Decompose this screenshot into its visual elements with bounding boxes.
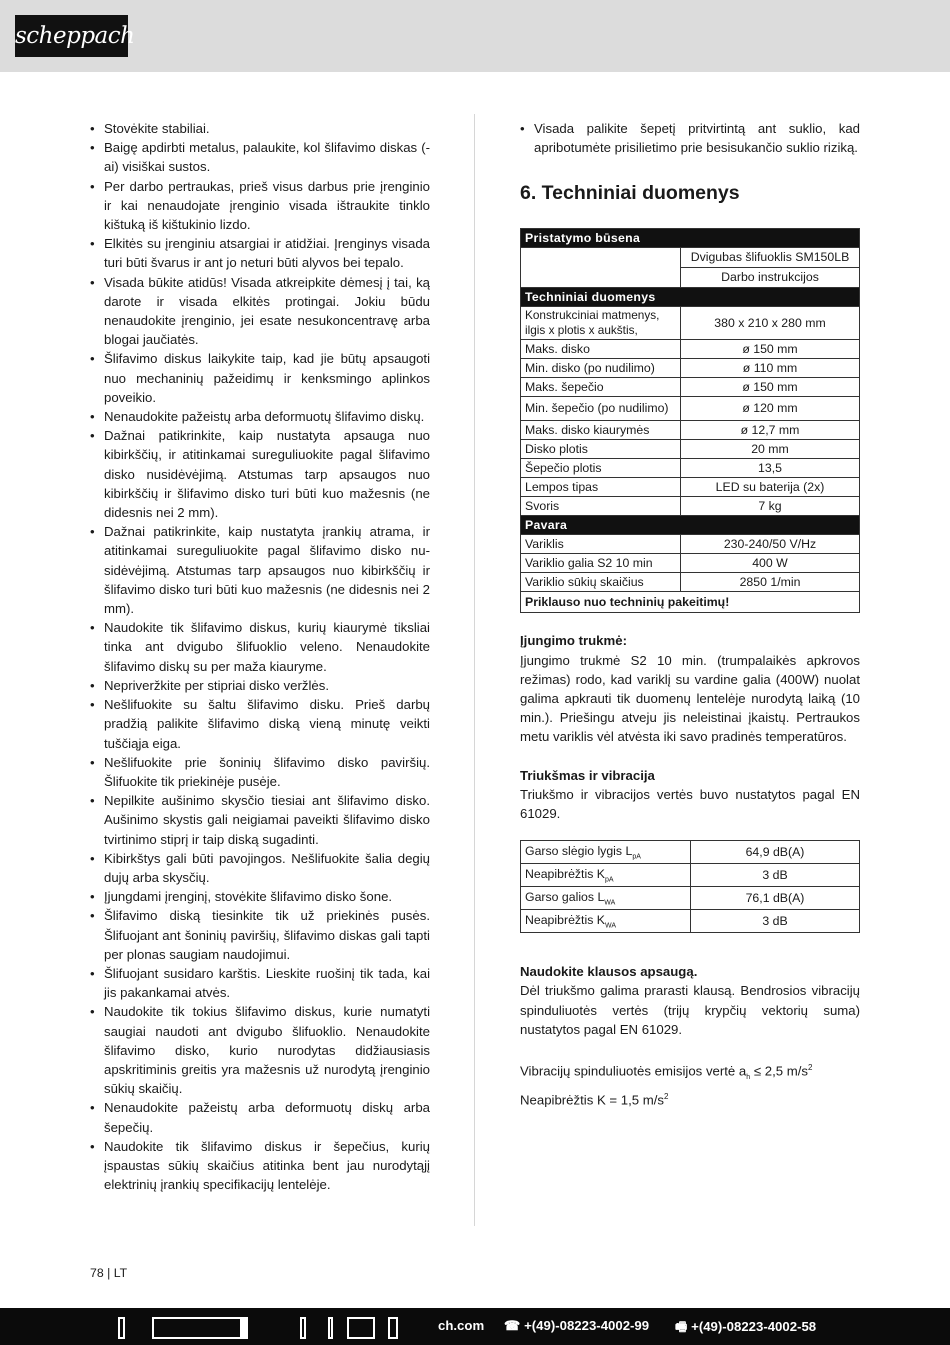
footer-website: ch.com (438, 1318, 485, 1333)
list-item: • Naudokite tik šlifavimo diskus, kurių kiaurymė tiksliai tinka ant dvigubo šlifuoklio veleno. Nenaudokite šlifavimo diskų su per maža kiauryme. (90, 618, 430, 676)
spec-label: Lempos tipas (521, 478, 681, 497)
table-footnote: Priklauso nuo techninių pakeitimų! (521, 592, 860, 613)
spec-label: Disko plotis (521, 440, 681, 459)
spec-value: ø 110 mm (681, 359, 860, 378)
duty-title: Įjungimo trukmė: (520, 633, 627, 649)
uncertainty-sup: 2 (664, 1092, 669, 1102)
noise-title: Triukšmas ir vibracija (520, 767, 655, 783)
technical-data-table (520, 228, 860, 613)
noise-label-sub: pA (632, 853, 641, 861)
duty-text: Įjungimo trukmė S2 10 min. (trumpalaikės apkrovos režimas) rodo, kad variklį su vardine galia (400W) nuolat galima apkrauti tik duomenų lentelėje nurodytą laiką (10 min.). Priešingu atveju jis neleistinai įkaistų. Pertraukos metu variklis vėl atvėsta iki savo pradinės temperatūros. (520, 652, 860, 745)
list-item: • Visada palikite šepetį pritvirtintą ant suklio, kad apribotumėte prisilietimo prie besisukančio suklio riziką. (520, 119, 860, 157)
noise-label-sub: WA (604, 899, 616, 907)
noise-label (521, 841, 691, 864)
spec-value: ø 150 mm (681, 340, 860, 359)
spec-label: Maks. šepečio (521, 378, 681, 397)
noise-label-text: Neapibrėžtis K (525, 913, 605, 927)
list-item: • Baigę apdirbti metalus, palaukite, kol šlifavimo diskas (-ai) visiškai sustos. (90, 138, 430, 176)
table-row (521, 887, 860, 910)
noise-label (521, 887, 691, 910)
vibration-sup: 2 (807, 1063, 813, 1073)
dimensions-label: Konstrukciniai matmenys, ilgis x plotis x aukštis, (521, 307, 681, 340)
page-footer-band (0, 1308, 950, 1345)
list-item: • Naudokite tik šlifavimo diskus ir šepečius, kurių įspaustas sūkių skaičius atitinka bent jau nurodytąjį elektrinių įrankių specifikacijų lentelėje. (90, 1137, 430, 1195)
list-item: • Šlifavimo diskus laikykite taip, kad jie būtų apsaugoti nuo mechaninių pažeidimų ir kenksmingo aplinkos poveikio. (90, 349, 430, 407)
table-row (521, 340, 860, 359)
table-row (521, 478, 860, 497)
spec-label: Maks. disko kiaurymės (521, 421, 681, 440)
noise-label-text: Garso galios L (525, 890, 605, 904)
spec-value: 7 kg (681, 497, 860, 516)
footer-mark (300, 1317, 306, 1339)
spec-value: 20 mm (681, 440, 860, 459)
list-item: • Šlifavimo diską tiesinkite tik už priekinės pusės. Šlifuojant ant šoninių paviršių, šlifavimo diskas gali tapti per plonas saugiam naudojimui. (90, 906, 430, 964)
left-column (90, 119, 430, 1194)
list-item: • Šlifuojant susidaro karštis. Lieskite ruošinį tik tada, kai jis pakankamai atvės. (90, 964, 430, 1002)
footer-mark (328, 1317, 333, 1339)
uncertainty-text: Neapibrėžtis K = 1,5 m/s (520, 1092, 665, 1108)
noise-value: 3 dB (691, 910, 860, 933)
table-row (521, 378, 860, 397)
table-foot-row (521, 592, 860, 613)
noise-label (521, 864, 691, 887)
page-header-band (0, 0, 950, 72)
spec-label: Min. šepečio (po nudilimo) (521, 397, 681, 421)
list-item: • Nešlifuokite su šaltu šlifavimo disku. Prieš darbų pradžią palikite šlifavimo diską vieną minutę veikti tuščiąja eiga. (90, 695, 430, 753)
spec-value: ø 150 mm (681, 378, 860, 397)
drive-heading: Pavara (521, 516, 860, 535)
table-head-row (521, 288, 860, 307)
table-head-row (521, 516, 860, 535)
uncertainty-line (520, 1087, 860, 1110)
noise-value: 3 dB (691, 864, 860, 887)
section-title: 6. Techniniai duomenys (520, 182, 740, 205)
footer-phone: ☎ +(49)-08223-4002-99 (504, 1318, 650, 1333)
dimensions-value: 380 x 210 x 280 mm (681, 307, 860, 340)
list-item: • Nenaudokite pažeistų arba deformuotų diskų arba šepečių. (90, 1098, 430, 1136)
noise-label-text: Garso slėgio lygis L (525, 844, 633, 858)
table-row (521, 573, 860, 592)
list-item: • Kibirkštys gali būti pavojingos. Nešlifuokite šalia degių dujų arba skysčių. (90, 849, 430, 887)
hearing-text: Dėl triukšmo galima prarasti klausą. Bendrosios vibracijų spinduliuotės vertės (trijų krypčių vektorių suma) nustatytos pagal EN 61029. (520, 983, 860, 1037)
table-row (521, 397, 860, 421)
noise-label-sub: WA (604, 922, 616, 930)
table-row (521, 307, 860, 340)
list-item: • Visada būkite atidūs! Visada atkreipkite dėmesį į tai, ką darote ir visada elkitės protingai. Jokiu būdu nenaudokite įrenginio, jei esate nesukoncentravę arba blogai jaučiatės. (90, 273, 430, 350)
noise-label-text: Neapibrėžtis K (525, 867, 605, 881)
list-item: • Nešlifuokite prie šoninių šlifavimo disko paviršių. Šlifuokite tik priekinėje pusėje. (90, 753, 430, 791)
delivery-heading: Pristatymo būsena (521, 229, 860, 248)
list-item: • Stovėkite stabiliai. (90, 119, 430, 138)
table-row (521, 910, 860, 933)
table-row (521, 554, 860, 573)
vibration-value-line (520, 1058, 860, 1087)
hearing-title: Naudokite klausos apsaugą. (520, 964, 698, 980)
vibration-label: Vibracijų spinduliuotės emisijos vertė a (520, 1063, 747, 1079)
table-row (521, 535, 860, 554)
vibration-value: ≤ 2,5 m/s (750, 1063, 808, 1079)
safety-bullet-list (90, 119, 430, 1194)
spec-label: Min. disko (po nudilimo) (521, 359, 681, 378)
spec-label: Maks. disko (521, 340, 681, 359)
table-row (521, 459, 860, 478)
list-item: • Nenaudokite pažeistų arba deformuotų šlifavimo diskų. (90, 407, 430, 426)
spec-value: LED su baterija (2x) (681, 478, 860, 497)
list-item: • Nepilkite aušinimo skysčio tiesiai ant šlifavimo disko. Aušinimo skystis gali neigiamai paveikti šlifavimo disko tvirtinimo stiprį ir taip diską sugadinti. (90, 791, 430, 849)
tech-data-heading: Techniniai duomenys (521, 288, 860, 307)
table-row (521, 421, 860, 440)
list-item: • Per darbo pertraukas, prieš visus darbus prie įrenginio ir kai nenaudojate įrenginio visada ištraukite tinklo kištuką iš kištukinio lizdo. (90, 177, 430, 235)
table-row (521, 359, 860, 378)
list-item: • Įjungdami įrenginį, stovėkite šlifavimo disko šone. (90, 887, 430, 906)
spec-label: Variklio galia S2 10 min (521, 554, 681, 573)
blank-cell (521, 248, 681, 288)
list-item: • Elkitės su įrenginiu atsargiai ir atidžiai. Įrenginys visada turi būti švarus ir ant jo neturi būti alyvos bei tepalo. (90, 234, 430, 272)
spec-value: 230-240/50 V/Hz (681, 535, 860, 554)
noise-value: 64,9 dB(A) (691, 841, 860, 864)
table-row (521, 841, 860, 864)
list-item: • Dažnai patikrinkite, kaip nustatyta įrankių atrama, ir atitinkamai sureguliuokite pagal šlifavimo disko nusidėvėjimą. Atstumas tarp apsaugos nuo kibirkščių ir šlifavimo disko turi būti kuo mažesnis (ne didesnis nei 2 mm). (90, 522, 430, 618)
table-row (521, 248, 860, 268)
delivery-item: Dvigubas šlifuoklis SM150LB (681, 248, 860, 268)
list-item: • Naudokite tik tokius šlifavimo diskus, kurie numatyti saugiai naudoti ant dvigubo šlifuoklio. Nenaudokite šlifavimo disko, kurio nurodytas didžiausiasis apskritiminis greitis yra mažesnis už nurodytą įrenginio sūkių skaičių. (90, 1002, 430, 1098)
list-item: • Dažnai patikrinkite, kaip nustatyta apsauga nuo kibirkščių, ir atitinkamai sureguliuokite pagal šlifavimo disko nusidėvėjimą. Atstumas tarp apsaugos nuo kibirkščių ir šlifavimo disko turi būti kuo mažesnis (ne didesnis nei 2 mm). (90, 426, 430, 522)
footer-mark (347, 1317, 375, 1339)
footer-mark (152, 1317, 248, 1339)
noise-label (521, 910, 691, 933)
spec-label: Svoris (521, 497, 681, 516)
noise-label-sub: pA (604, 876, 614, 884)
spec-value: ø 12,7 mm (681, 421, 860, 440)
spec-label: Variklis (521, 535, 681, 554)
spec-label: Šepečio plotis (521, 459, 681, 478)
brush-bullet-list (520, 119, 860, 157)
scheppach-logo: scheppach (15, 15, 128, 57)
list-item: • Nepriveržkite per stipriai disko veržlės. (90, 676, 430, 695)
vibration-sub: h (746, 1074, 751, 1082)
spec-label: Variklio sūkių skaičius (521, 573, 681, 592)
page-number: 78 | LT (90, 1266, 128, 1280)
footer-fax: 🖷 +(49)-08223-4002-58 (675, 1319, 817, 1334)
footer-mark (118, 1317, 125, 1339)
spec-value: 400 W (681, 554, 860, 573)
noise-text: Triukšmo ir vibracijos vertės buvo nustatytos pagal EN 61029. (520, 786, 860, 822)
table-row (521, 864, 860, 887)
right-column (520, 119, 860, 1110)
delivery-item: Darbo instrukcijos (681, 268, 860, 288)
noise-value: 76,1 dB(A) (691, 887, 860, 910)
table-row (521, 440, 860, 459)
table-row (521, 497, 860, 516)
spec-value: 13,5 (681, 459, 860, 478)
spec-value: ø 120 mm (681, 397, 860, 421)
table-head-row (521, 229, 860, 248)
noise-table (520, 840, 860, 933)
footer-mark (388, 1317, 398, 1339)
column-divider (474, 114, 475, 1226)
spec-value: 2850 1/min (681, 573, 860, 592)
